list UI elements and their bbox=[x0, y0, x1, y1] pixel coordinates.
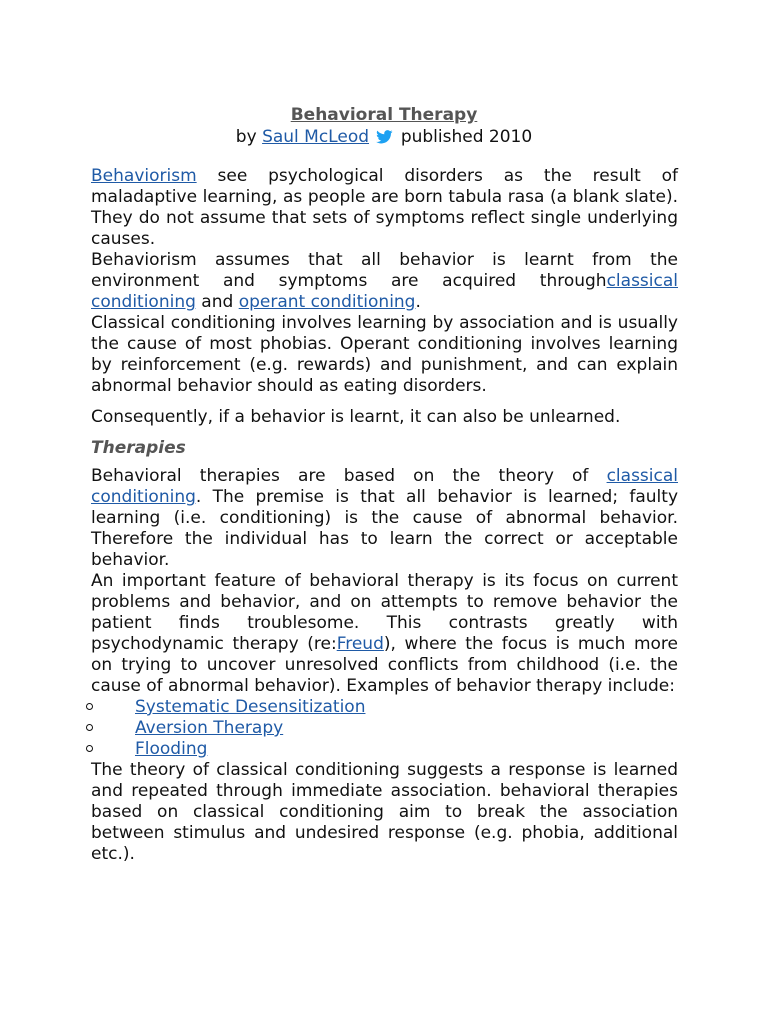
aversion-therapy-link[interactable]: Aversion Therapy bbox=[135, 718, 284, 738]
classical-conditioning-link-2[interactable]: classical conditioning bbox=[91, 466, 678, 507]
intro-paragraph-3: Classical conditioning involves learning by association and is usually the cause of most phobias. Operant conditioning involves learning by reinforcement (e.g. rewards) and punishment, and can explain abnormal behavior should as eating disorders. bbox=[91, 313, 678, 396]
twitter-bird-icon[interactable] bbox=[376, 130, 393, 144]
therapies-p1-text: Behavioral therapies are based on the theory of bbox=[91, 466, 607, 486]
list-item bbox=[91, 718, 678, 739]
article-body bbox=[91, 166, 678, 865]
bullet-icon bbox=[86, 703, 93, 710]
therapies-p1-rest: . The premise is that all behavior is learned; faulty learning (i.e. conditioning) is the cause of abnormal behavior. Therefore the individual has to learn the correct or acceptable behavior. bbox=[91, 487, 678, 570]
therapies-paragraph-2 bbox=[91, 571, 678, 697]
bullet-icon bbox=[86, 745, 93, 752]
therapies-p2-text: An important feature of behavioral therapy is its focus on current problems and behavior, and on attempts to remove behavior the patient finds troublesome. This contrasts greatly with psychodynamic therapy (re: bbox=[91, 571, 678, 654]
therapies-paragraph-1 bbox=[91, 466, 678, 571]
bullet-icon bbox=[86, 724, 93, 731]
intro-paragraph-2 bbox=[91, 250, 678, 313]
therapies-heading: Therapies bbox=[91, 438, 186, 458]
freud-link[interactable]: Freud bbox=[336, 634, 384, 654]
behaviorism-link[interactable]: Behaviorism bbox=[91, 166, 197, 186]
systematic-desensitization-link[interactable]: Systematic Desensitization bbox=[135, 697, 366, 717]
byline bbox=[0, 126, 768, 148]
therapies-paragraph-3: The theory of classical conditioning suggests a response is learned and repeated through immediate association. behavioral therapies based on classical conditioning aim to break the association between stimulus and undesired response (e.g. phobia, additional etc.). bbox=[91, 760, 678, 864]
flooding-link[interactable]: Flooding bbox=[135, 739, 208, 759]
published-date: published 2010 bbox=[400, 127, 533, 147]
operant-conditioning-link[interactable]: operant conditioning bbox=[238, 292, 416, 312]
by-prefix: by bbox=[235, 127, 257, 147]
author-link[interactable]: Saul McLeod bbox=[262, 127, 370, 147]
intro-p2-and: and bbox=[195, 292, 239, 312]
list-item bbox=[91, 697, 678, 718]
intro-paragraph-4: Consequently, if a behavior is learnt, it can also be unlearned. bbox=[91, 407, 621, 427]
intro-p2-text: Behaviorism assumes that all behavior is learnt from the environment and symptoms are acquired through bbox=[91, 250, 678, 291]
classical-conditioning-link[interactable]: classical conditioning bbox=[91, 271, 678, 312]
therapies-p2-rest: ), where the focus is much more on trying to uncover unresolved conflicts from childhood (i.e. the cause of abnormal behavior). Examples of behavior therapy include: bbox=[91, 634, 678, 696]
list-item bbox=[91, 739, 678, 760]
article-title: Behavioral Therapy bbox=[290, 105, 478, 125]
intro-p1-text: see psychological disorders as the result of maladaptive learning, as people are born tabula rasa (a blank slate). They do not assume that sets of symptoms reflect single underlying causes. bbox=[91, 166, 678, 249]
intro-paragraph-1 bbox=[91, 166, 678, 250]
therapy-list bbox=[91, 697, 678, 760]
intro-p2-end: . bbox=[415, 292, 421, 312]
